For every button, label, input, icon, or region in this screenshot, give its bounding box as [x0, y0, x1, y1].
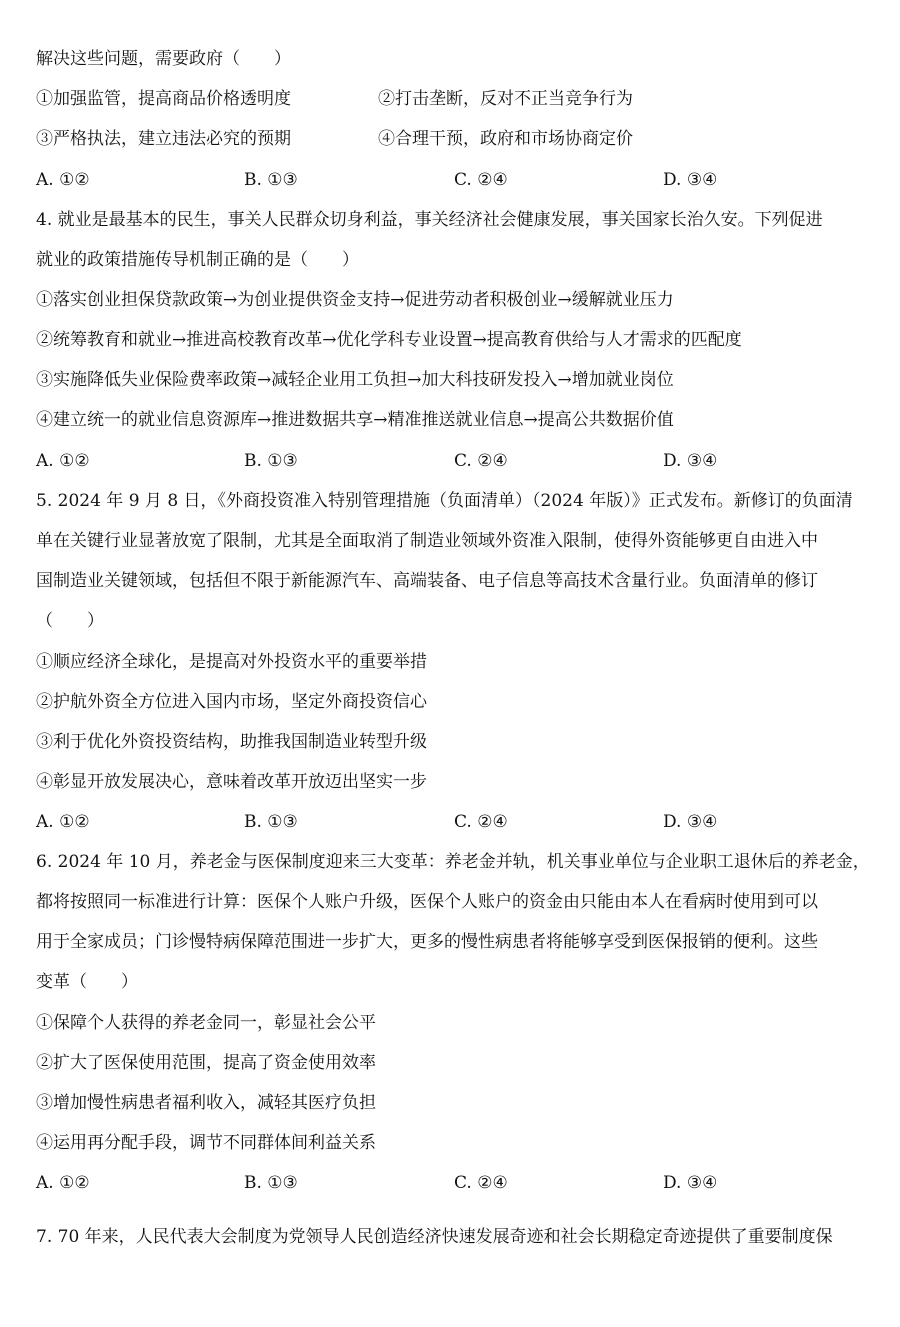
q4-statement-3: ③实施降低失业保险费率政策→减轻企业用工负担→加大科技研发投入→增加就业岗位: [36, 370, 674, 390]
q4-stem-line-1: 4. 就业是最基本的民生，事关人民群众切身利益，事关经济社会健康发展，事关国家长治久安。下列促进: [36, 210, 823, 230]
q6-statement-2: ②扩大了医保使用范围，提高了资金使用效率: [36, 1053, 376, 1073]
q5-options: [36, 811, 880, 833]
q6-option-d[interactable]: D. ③④: [663, 1173, 718, 1193]
q5-stem-line-2: 单在关键行业显著放宽了限制，尤其是全面取消了制造业领域外资准入限制，使得外资能够更自由进入中: [36, 531, 818, 551]
q6-options: [36, 1172, 880, 1194]
q6-statement-3: ③增加慢性病患者福利收入，减轻其医疗负担: [36, 1093, 376, 1113]
q3-statement-3: ③严格执法，建立违法必究的预期: [36, 129, 291, 149]
q3-statement-2: ②打击垄断，反对不正当竞争行为: [378, 89, 633, 109]
q3-option-c[interactable]: C. ②④: [454, 170, 508, 190]
q4-options: [36, 450, 880, 472]
q5-option-b[interactable]: B. ①③: [244, 812, 298, 832]
q3-option-d[interactable]: D. ③④: [663, 170, 718, 190]
q7-stem-line-1: 7. 70 年来，人民代表大会制度为党领导人民创造经济快速发展奇迹和社会长期稳定奇迹提供了重要制度保: [36, 1227, 833, 1247]
q5-statement-2: ②护航外资全方位进入国内市场，坚定外商投资信心: [36, 692, 427, 712]
q4-option-d[interactable]: D. ③④: [663, 451, 718, 471]
q6-statement-4: ④运用再分配手段，调节不同群体间利益关系: [36, 1133, 376, 1153]
q4-option-a[interactable]: A. ①②: [36, 451, 90, 471]
q5-option-c[interactable]: C. ②④: [454, 812, 508, 832]
q6-option-b[interactable]: B. ①③: [244, 1173, 298, 1193]
q3-statement-1: ①加强监管，提高商品价格透明度: [36, 89, 291, 109]
q6-stem-line-2: 都将按照同一标准进行计算：医保个人账户升级，医保个人账户的资金由只能由本人在看病时使用到可以: [36, 892, 818, 912]
q6-stem-line-1: 6. 2024 年 10 月，养老金与医保制度迎来三大变革：养老金并轨，机关事业单位与企业职工退休后的养老金，: [36, 852, 870, 872]
q4-statement-2: ②统筹教育和就业→推进高校教育改革→优化学科专业设置→提高教育供给与人才需求的匹配度: [36, 330, 742, 350]
q5-option-d[interactable]: D. ③④: [663, 812, 718, 832]
q4-statement-1: ①落实创业担保贷款政策→为创业提供资金支持→促进劳动者积极创业→缓解就业压力: [36, 290, 674, 310]
q5-statement-1: ①顺应经济全球化，是提高对外投资水平的重要举措: [36, 652, 427, 672]
q4-option-b[interactable]: B. ①③: [244, 451, 298, 471]
q5-statement-3: ③利于优化外资投资结构，助推我国制造业转型升级: [36, 732, 427, 752]
q4-stem-line-2: 就业的政策措施传导机制正确的是（ ）: [36, 250, 359, 270]
q6-stem-line-3: 用于全家成员；门诊慢特病保障范围进一步扩大，更多的慢性病患者将能够享受到医保报销的便利。这些: [36, 932, 818, 952]
q5-stem-line-4: （ ）: [36, 611, 104, 631]
q3-option-a[interactable]: A. ①②: [36, 170, 90, 190]
q3-statement-4: ④合理干预，政府和市场协商定价: [378, 129, 633, 149]
q6-option-a[interactable]: A. ①②: [36, 1173, 90, 1193]
q3-statement-row: [36, 88, 880, 110]
q6-option-c[interactable]: C. ②④: [454, 1173, 508, 1193]
q6-stem-line-4: 变革（ ）: [36, 972, 138, 992]
q4-statement-4: ④建立统一的就业信息资源库→推进数据共享→精准推送就业信息→提高公共数据价值: [36, 410, 674, 430]
q4-option-c[interactable]: C. ②④: [454, 451, 508, 471]
q3-statement-row: [36, 128, 880, 150]
q3-option-b[interactable]: B. ①③: [244, 170, 298, 190]
q5-statement-4: ④彰显开放发展决心，意味着改革开放迈出坚实一步: [36, 772, 427, 792]
q3-stem-tail: 解决这些问题，需要政府（ ）: [36, 49, 291, 69]
q3-options: [36, 169, 880, 191]
q5-option-a[interactable]: A. ①②: [36, 812, 90, 832]
q5-stem-line-3: 国制造业关键领域，包括但不限于新能源汽车、高端装备、电子信息等高技术含量行业。负面清单的修订: [36, 571, 818, 591]
q5-stem-line-1: 5. 2024 年 9 月 8 日，《外商投资准入特别管理措施（负面清单）（2024 年版）》正式发布。新修订的负面清: [36, 491, 853, 511]
q6-statement-1: ①保障个人获得的养老金同一，彰显社会公平: [36, 1013, 376, 1033]
